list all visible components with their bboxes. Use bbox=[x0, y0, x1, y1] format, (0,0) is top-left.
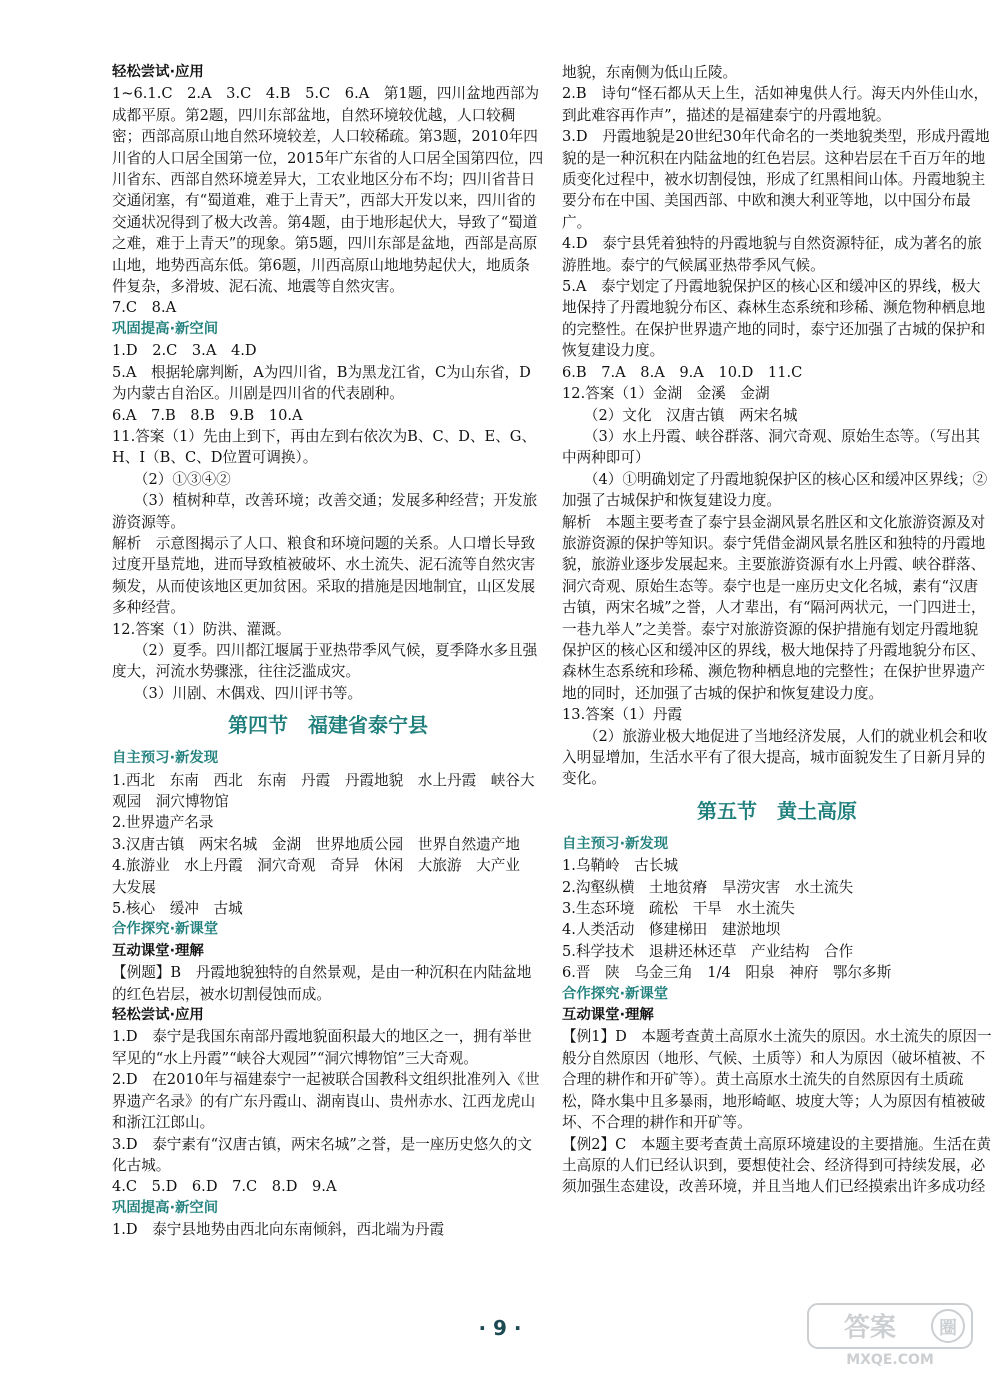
answer-paragraph: 5.核心 缓冲 古城 bbox=[112, 900, 243, 918]
answer-paragraph: 5.A 根据轮廓判断，A为四川省，B为黑龙江省，C为山东省，D为内蒙古自治区。川剧是四川省的代表剧种。 bbox=[112, 363, 531, 403]
section-heading: 互动课堂·理解 bbox=[562, 1007, 654, 1024]
answer-paragraph: 11.答案（1）先由上到下，再由左到右依次为B、C、D、E、G、H、I（B、C、D位置可调换）。 （2）①③④② （3）植树种草，改善环境；改善交通；发展多种经营；开发旅游资源等。 解析 示意图揭示了人口、粮食和环境问题的关系。人口增长导致过度开垦荒地，进而导致植被破坏、水土流失、泥石流等自然灾害频发，从而使该地区更加贫困。采取的措施是因地制宜，山区发展多种经营。 bbox=[112, 427, 538, 617]
answer-paragraph: 【例2】C 本题主要考查黄土高原环境建设的主要措施。生活在黄土高原的人们已经认识到，要想使社会、经济得到可持续发展，必须加强生态建设，改善环境，并且当地人们已经摸索出许多成功经 bbox=[562, 1135, 992, 1196]
answer-paragraph: 2.沟壑纵横 土地贫瘠 旱涝灾害 水土流失 bbox=[562, 878, 854, 896]
lesson-title: 第五节 黄土高原 bbox=[697, 798, 857, 823]
answer-paragraph: 3.汉唐古镇 两宋名城 金湖 世界地质公园 世界自然遗产地 bbox=[112, 835, 520, 853]
watermark-stamp-logo bbox=[806, 1300, 974, 1368]
section-heading: 轻松尝试·应用 bbox=[112, 1007, 204, 1024]
answer-paragraph: 3.生态环境 疏松 干旱 水土流失 bbox=[562, 900, 795, 918]
answer-paragraph: 7.C 8.A bbox=[112, 299, 177, 317]
answer-paragraph: 4.C 5.D 6.D 7.C 8.D 9.A bbox=[112, 1178, 337, 1196]
answer-paragraph: 5.A 泰宁划定了丹霞地貌保护区的核心区和缓冲区的界线，极大地保持了丹霞地貌分布区、森林生态系统和珍稀、濒危物种栖息地的完整性。在保护世界遗产地的同时，泰宁还加强了古城的保护和恢复建设力度。 bbox=[562, 278, 986, 360]
section-heading: 巩固提高·新空间 bbox=[112, 1199, 219, 1216]
right-column bbox=[562, 62, 992, 1198]
answer-paragraph: 6.晋 陕 乌金三角 1/4 阳泉 神府 鄂尔多斯 bbox=[562, 964, 892, 982]
answer-paragraph: 1.D 2.C 3.A 4.D bbox=[112, 342, 257, 360]
section-heading: 合作探究·新课堂 bbox=[112, 921, 219, 938]
svg-text:答案: 答案 bbox=[843, 1313, 897, 1343]
section-heading: 互动课堂·理解 bbox=[112, 942, 204, 959]
answer-paragraph: 12.答案（1）金湖 金溪 金湖 （2）文化 汉唐古镇 两宋名城 （3）水上丹霞、峡谷群落、洞穴奇观、原始生态等。（写出其中两种即可） （4）①明确划定了丹霞地貌保护区的核心区和缓冲区界线；②加强了古城保护和恢复建设力度。 解析 本题主要考查了泰宁县金湖风景名胜区和文化旅游资源及对旅游资源的保护等知识。泰宁凭借金湖风景名胜区和独特的丹霞地貌，旅游业逐步发展起来。主要旅游资源有水上丹霞、峡谷群落、洞穴奇观、原始生态等。泰宁也是一座历史文化名城，素有“汉唐古镇，两宋名城”之誉，人才辈出，有“隔河两状元，一门四进士，一巷九举人”之美誉。泰宁对旅游资源的保护措施有划定丹霞地貌保护区的核心区和缓冲区的界线，极大地保持了丹霞地貌分布区、森林生态系统和珍稀、濒危物种栖息地的完整性；在保护世界遗产地的同时，还加强了古城的保护和恢复建设力度。 bbox=[562, 385, 988, 702]
answer-paragraph: 13.答案（1）丹霞 （2）旅游业极大地促进了当地经济发展，人们的就业机会和收入明显增加，生活水平有了很大提高，城市面貌发生了日新月异的变化。 bbox=[562, 706, 988, 788]
answer-paragraph: 4.D 泰宁县凭着独特的丹霞地貌与自然资源特征，成为著名的旅游胜地。泰宁的气候属亚热带季风气候。 bbox=[562, 235, 982, 274]
section-heading: 轻松尝试·应用 bbox=[112, 64, 204, 80]
answer-paragraph: 6.B 7.A 8.A 9.A 10.D 11.C bbox=[562, 363, 803, 381]
answer-paragraph: 2.B 诗句“怪石都从天上生，活如神鬼供人行。海天内外佳山水，到此难容再作声”，描述的是福建泰宁的丹霞地貌。 bbox=[562, 85, 989, 124]
page-number: · 9 · bbox=[478, 1316, 522, 1340]
answer-paragraph: 5.科学技术 退耕还林还草 产业结构 合作 bbox=[562, 942, 854, 960]
answer-paragraph: 【例1】D 本题考查黄土高原水土流失的原因。水土流失的原因一般分自然原因（地形、气候、土质等）和人为原因（破坏植被、不合理的耕作和开矿等）。黄土高原水土流失的自然原因有土质疏松，降水集中且多暴雨，地形崎岖、坡度大等；人为原因有植被破坏、不合理的耕作和开矿等。 bbox=[562, 1028, 992, 1132]
answer-paragraph: 2.D 在2010年与福建泰宁一起被联合国教科文组织批准列入《世界遗产名录》的有广东丹霞山、湖南崀山、贵州赤水、江西龙虎山和浙江江郎山。 bbox=[112, 1071, 540, 1132]
answer-paragraph: 2.世界遗产名录 bbox=[112, 814, 214, 832]
section-heading: 合作探究·新课堂 bbox=[562, 985, 669, 1002]
answer-paragraph: 【例题】B 丹霞地貌独特的自然景观，是由一种沉积在内陆盆地的红色岩层，被水切割侵蚀而成。 bbox=[112, 964, 532, 1003]
answer-paragraph: 4.人类活动 修建梯田 建淤地坝 bbox=[562, 921, 781, 939]
answer-paragraph: 3.D 丹霞地貌是20世纪30年代命名的一类地貌类型，形成丹霞地貌的是一种沉积在内陆盆地的红色岩层。这种岩层在千百万年的地质变化过程中，被水切割侵蚀，形成了红黑相间山体。丹霞地貌主要分布在中国、美国西部、中欧和澳大利亚等地，以中国分布最广。 bbox=[562, 128, 990, 231]
lesson-title: 第四节 福建省泰宁县 bbox=[228, 713, 428, 738]
answer-paragraph: 1~6.1.C 2.A 3.C 4.B 5.C 6.A 第1题，四川盆地西部为成都平原。第2题，四川东部盆地，自然环境较优越，人口较稠密；西部高原山地自然环境较差，人口较稀疏。第3题，2010年四川省的人口居全国第一位，2015年广东省的人口居全国第四位，四川省东、西部自然环境差异大，工农业地区分布不均；四川省昔日交通闭塞，有“蜀道难，难于上青天”，西部大开发以来，四川省的交通状况得到了极大改善。第4题，由于地形起伏大，导致了“蜀道之难，难于上青天”的现象。第5题，四川东部是盆地，西部是高原山地，地势西高东低。第6题，川西高原山地地势起伏大，地质条件复杂，多滑坡、泥石流、地震等自然灾害。 bbox=[112, 85, 544, 296]
answer-paragraph: 1.乌鞘岭 古长城 bbox=[562, 857, 679, 875]
answer-paragraph: 3.D 泰宁素有“汉唐古镇，两宋名城”之誉，是一座历史悠久的文化古城。 bbox=[112, 1135, 532, 1174]
answer-paragraph: 地貌，东南侧为低山丘陵。 bbox=[562, 64, 738, 81]
section-heading: 自主预习·新发现 bbox=[112, 750, 219, 767]
answer-paragraph: 1.D 泰宁县地势由西北向东南倾斜，西北端为丹霞 bbox=[112, 1221, 445, 1239]
section-heading: 巩固提高·新空间 bbox=[112, 320, 219, 337]
answer-paragraph: 1.D 泰宁是我国东南部丹霞地貌面积最大的地区之一，拥有举世罕见的“水上丹霞”“峡谷大观园”“洞穴博物馆”三大奇观。 bbox=[112, 1028, 532, 1067]
answer-paragraph: 4.旅游业 水上丹霞 洞穴奇观 奇异 休闲 大旅游 大产业 大发展 bbox=[112, 857, 535, 896]
left-column bbox=[112, 62, 544, 1241]
answer-paragraph: 12.答案（1）防洪、灌溉。 （2）夏季。四川都江堰属于亚热带季风气候，夏季降水多且强度大，河流水势骤涨，往往泛滥成灾。 （3）川剧、木偶戏、四川评书等。 bbox=[112, 620, 538, 702]
section-heading: 自主预习·新发现 bbox=[562, 835, 669, 852]
answer-paragraph: 1.西北 东南 西北 东南 丹霞 丹霞地貌 水上丹霞 峡谷大观园 洞穴博物馆 bbox=[112, 771, 535, 810]
svg-text:圈: 圈 bbox=[939, 1318, 957, 1339]
svg-text:MXQE.COM: MXQE.COM bbox=[846, 1352, 934, 1368]
answer-paragraph: 6.A 7.B 8.B 9.B 10.A bbox=[112, 406, 303, 424]
